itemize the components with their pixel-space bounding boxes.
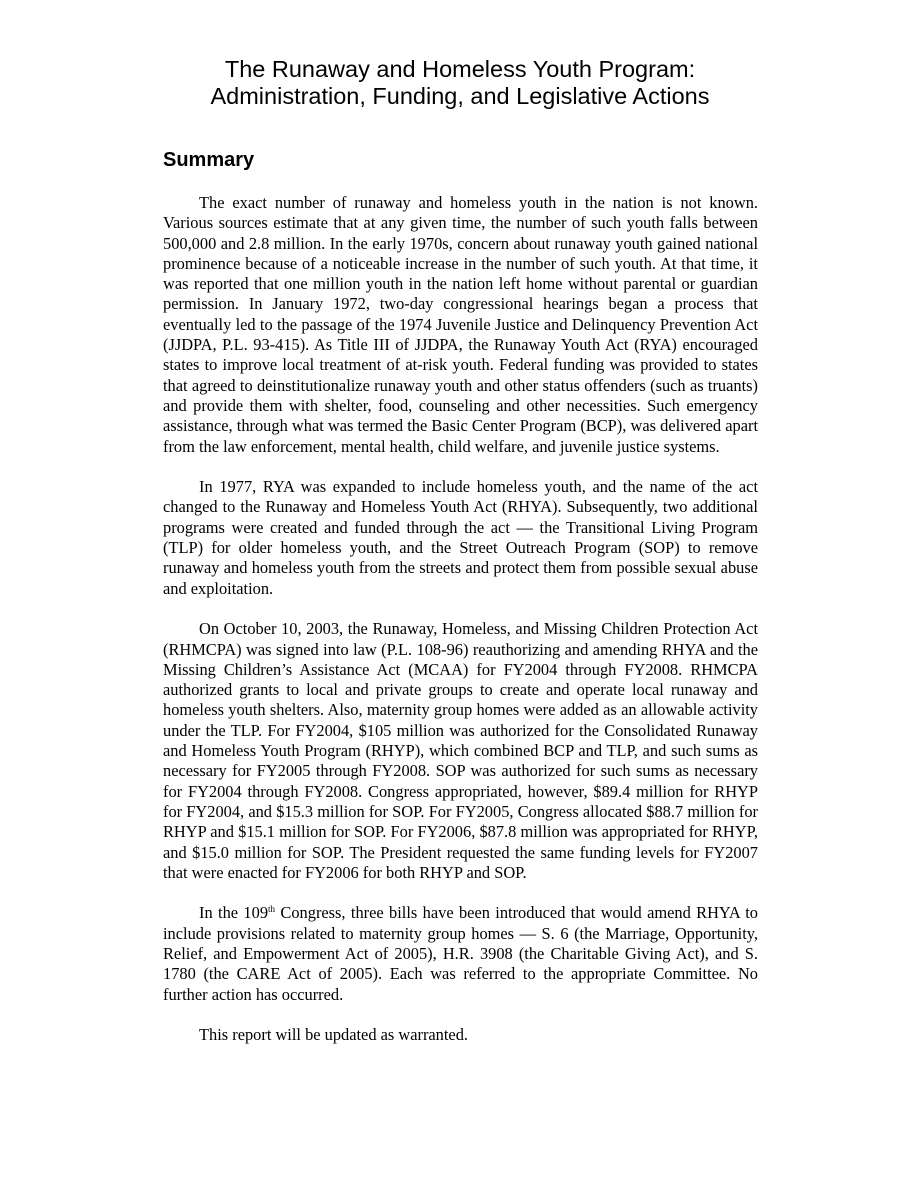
document-title <box>0 56 920 110</box>
document-title-line-2: Administration, Funding, and Legislative Actions <box>210 83 710 109</box>
paragraph-4-rest: Congress, three bills have been introduced that would amend RHYA to include provisions related to maternity group homes — S. 6 (the Marriage, Opportunity, Relief, and Empowerment Act of 2005), H.R. 3908 (the Charitable Giving Act), and S. 1780 (the CARE Act of 2005). Each was referred to the appropriate Committee. No further action has occurred. <box>163 903 758 1004</box>
summary-heading: Summary <box>163 149 255 171</box>
summary-paragraph-5: This report will be updated as warranted. <box>199 1025 468 1045</box>
summary-paragraph-1: The exact number of runaway and homeless youth in the nation is not known. Various sources estimate that at any given time, the number of such youth falls between 500,000 and 2.8 million. In the early 1970s, concern about runaway youth gained national prominence because of a noticeable increase in the number of such youth. At that time, it was reported that one million youth in the nation left home without parental or guardian permission. In January 1972, two-day congressional hearings began a process that eventually led to the passage of the 1974 Juvenile Justice and Delinquency Prevention Act (JJDPA, P.L. 93-415). As Title III of JJDPA, the Runaway Youth Act (RYA) encouraged states to improve local treatment of at-risk youth. Federal funding was provided to states that agreed to deinstitutionalize runaway youth and other status offenders (such as truants) and provide them with shelter, food, counseling and other necessities. Such emergency assistance, through what was termed the Basic Center Program (BCP), was delivered apart from the law enforcement, mental health, child welfare, and juvenile justice systems. <box>163 193 758 456</box>
document-title-line-1: The Runaway and Homeless Youth Program: <box>224 56 696 82</box>
summary-paragraph-2: In 1977, RYA was expanded to include homeless youth, and the name of the act changed to the Runaway and Homeless Youth Act (RHYA). Subsequently, two additional programs were created and funded through the act — the Transitional Living Program (TLP) for older homeless youth, and the Street Outreach Program (SOP) to remove runaway and homeless youth from the streets and protect them from possible sexual abuse and exploitation. <box>163 477 758 598</box>
ordinal-suffix: th <box>268 904 276 915</box>
paragraph-4-start: In the 109 <box>199 903 269 923</box>
summary-paragraph-4 <box>163 903 758 1004</box>
summary-paragraph-3: On October 10, 2003, the Runaway, Homeless, and Missing Children Protection Act (RHMCPA) was signed into law (P.L. 108-96) reauthorizing and amending RHYA and the Missing Children’s Assistance Act (MCAA) for FY2004 through FY2008. RHMCPA authorized grants to local and private groups to create and operate local runaway and homeless youth shelters. Also, maternity group homes were added as an allowable activity under the TLP. For FY2004, $105 million was authorized for the Consolidated Runaway and Homeless Youth Program (RHYP), which combined BCP and TLP, and such sums as necessary for FY2005 through FY2008. SOP was authorized for such sums as necessary for FY2004 through FY2008. Congress appropriated, however, $89.4 million for RHYP for FY2004, and $15.3 million for SOP. For FY2005, Congress allocated $88.7 million for RHYP and $15.1 million for SOP. For FY2006, $87.8 million was appropriated for RHYP, and $15.0 million for SOP. The President requested the same funding levels for FY2007 that were enacted for FY2006 for both RHYP and SOP. <box>163 619 758 882</box>
summary-body <box>163 193 758 1045</box>
